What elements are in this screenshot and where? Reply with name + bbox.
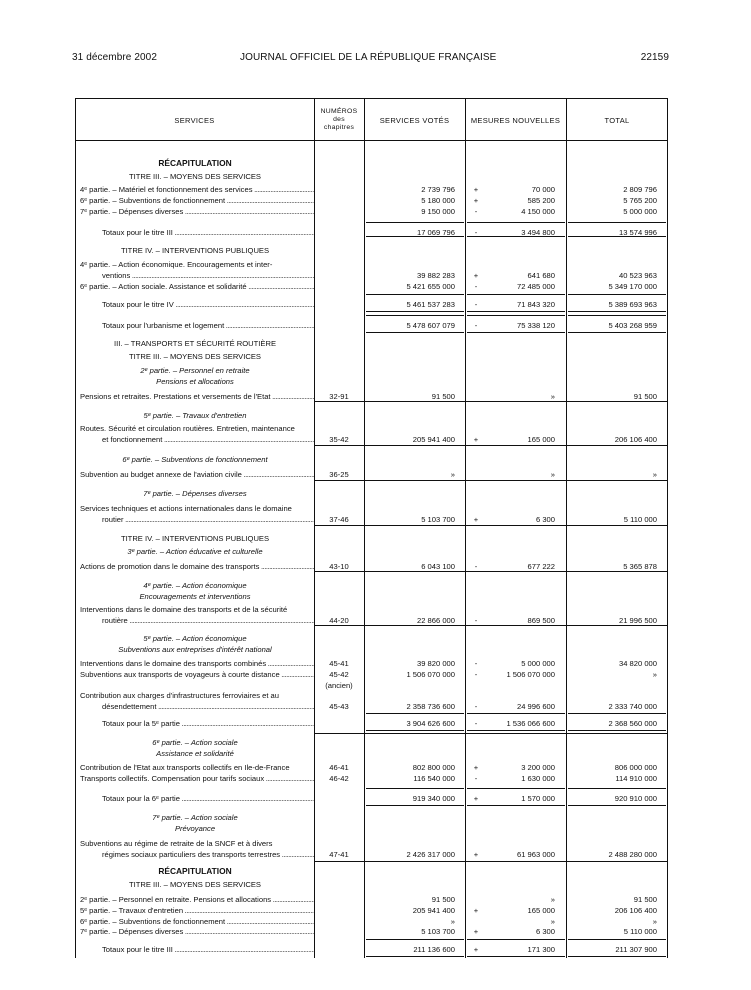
column-header-new-measures: MESURES NOUVELLES xyxy=(470,116,561,125)
row-label: 6ᵉ partie. – Subventions de fonctionnement xyxy=(122,455,268,464)
chapter-number: 44-20 xyxy=(329,616,349,625)
services-voted-value: 205 941 400 xyxy=(412,906,455,915)
services-voted-value: 91 500 xyxy=(431,895,455,904)
new-measures-value: 75 338 120 xyxy=(516,321,555,330)
new-measures-value: » xyxy=(550,895,555,904)
table-rule xyxy=(467,294,565,295)
new-measures-value: 585 200 xyxy=(527,196,555,205)
services-voted-value: 2 358 736 600 xyxy=(406,702,455,711)
new-measures-value: 3 200 000 xyxy=(521,763,555,772)
total-value: 5 110 000 xyxy=(623,927,657,936)
row-label: routier ..... xyxy=(80,514,315,525)
services-voted-value: 5 478 607 079 xyxy=(406,321,455,330)
total-value: 206 106 400 xyxy=(614,435,657,444)
row-label: Subventions aux entreprises d'intérêt national xyxy=(118,645,272,654)
table-rule xyxy=(366,294,464,295)
services-voted-value: 1 506 070 000 xyxy=(406,670,455,679)
row-label: TITRE III. – MOYENS DES SERVICES xyxy=(129,172,261,181)
row-label: 5ᵉ partie. – Travaux d'entretien ..... xyxy=(80,905,315,916)
table-rule xyxy=(568,315,666,316)
row-label: 7ᵉ partie. – Dépenses diverses xyxy=(143,489,247,498)
row-label: Totaux pour le titre IV ..... xyxy=(80,299,315,310)
table-rule xyxy=(366,236,464,237)
measure-sign: + xyxy=(473,763,479,772)
row-label: Totaux pour la 5ᵉ partie ..... xyxy=(80,718,315,729)
table-rule xyxy=(467,311,565,312)
new-measures-value: 61 963 000 xyxy=(516,850,555,859)
table-rule xyxy=(366,939,464,940)
row-label: Prévoyance xyxy=(174,824,216,833)
services-voted-value: 116 540 000 xyxy=(413,774,455,783)
table-rule xyxy=(314,571,668,572)
row-label: Pensions et retraites. Prestations et versements de l'Etat ..... xyxy=(80,391,315,402)
table-rule xyxy=(314,733,668,734)
table-rule xyxy=(467,956,565,957)
measure-sign: - xyxy=(474,228,478,237)
services-voted-value: 22 866 000 xyxy=(416,616,455,625)
column-header-services: SERVICES xyxy=(174,116,215,125)
row-label: Assistance et solidarité xyxy=(156,749,234,758)
new-measures-value: 165 000 xyxy=(527,435,555,444)
measure-sign: + xyxy=(473,794,479,803)
services-voted-value: 6 043 100 xyxy=(421,562,455,571)
measure-sign: - xyxy=(474,321,478,330)
table-rule xyxy=(467,788,565,789)
table-rule xyxy=(568,294,666,295)
measure-sign: - xyxy=(474,282,478,291)
new-measures-value: 6 300 xyxy=(535,927,555,936)
row-label: 4ᵉ partie. – Action économique. Encouragements et inter- xyxy=(80,260,273,269)
new-measures-value: 1 570 000 xyxy=(521,794,555,803)
new-measures-value: 171 300 xyxy=(527,945,555,954)
total-value: 2 488 280 000 xyxy=(608,850,657,859)
row-label: 4ᵉ partie. – Action économique xyxy=(143,581,247,590)
row-label: 7ᵉ partie. – Dépenses diverses ..... xyxy=(80,926,315,937)
row-label: Contribution aux charges d'infrastructures ferroviaires et au xyxy=(80,691,279,700)
row-label: régimes sociaux particuliers des transports terrestres ..... xyxy=(80,849,315,860)
measure-sign: + xyxy=(473,271,479,280)
table-rule xyxy=(568,236,666,237)
total-value: 5 349 170 000 xyxy=(608,282,657,291)
column-header-chapters: NUMÉROS des chapitres xyxy=(320,108,358,131)
total-value: 5 389 693 963 xyxy=(608,300,657,309)
total-value: 91 500 xyxy=(633,895,657,904)
total-value: 211 307 900 xyxy=(615,945,657,954)
row-label: 6ᵉ partie. – Subventions de fonctionnement ..... xyxy=(80,195,315,206)
table-rule xyxy=(467,805,565,806)
row-label: 7ᵉ partie. – Dépenses diverses ..... xyxy=(80,206,315,217)
new-measures-value: » xyxy=(550,392,555,401)
page-number: 22159 xyxy=(640,52,669,63)
services-voted-value: 39 820 000 xyxy=(416,659,455,668)
total-value: 5 110 000 xyxy=(623,515,657,524)
total-value: 806 000 000 xyxy=(614,763,657,772)
row-label: RÉCAPITULATION xyxy=(158,158,232,168)
new-measures-value: 3 494 800 xyxy=(521,228,555,237)
services-voted-value: 211 136 600 xyxy=(413,945,455,954)
total-value: 2 333 740 000 xyxy=(608,702,657,711)
row-label: 5ᵉ partie. – Action économique xyxy=(143,634,247,643)
total-value: 5 000 000 xyxy=(623,207,657,216)
table-rule xyxy=(568,713,666,714)
new-measures-value: 869 500 xyxy=(527,616,555,625)
row-label: TITRE IV. – INTERVENTIONS PUBLIQUES xyxy=(120,534,270,543)
row-label: Subvention au budget annexe de l'aviation civile ..... xyxy=(80,469,315,480)
table-rule xyxy=(568,939,666,940)
measure-sign: - xyxy=(474,719,478,728)
row-label: Totaux pour le titre III ..... xyxy=(80,944,315,955)
row-label: 7ᵉ partie. – Action sociale xyxy=(152,813,238,822)
table-rule xyxy=(366,788,464,789)
chapter-number: 46-42 xyxy=(329,774,349,783)
chapter-number: 35-42 xyxy=(329,435,349,444)
new-measures-value: 677 222 xyxy=(527,562,555,571)
measure-sign: + xyxy=(473,906,479,915)
measure-sign: + xyxy=(473,196,479,205)
services-voted-value: 39 882 283 xyxy=(416,271,455,280)
total-value: 920 910 000 xyxy=(614,794,657,803)
services-voted-value: » xyxy=(450,917,455,926)
row-label: Services techniques et actions internationales dans le domaine xyxy=(80,504,292,513)
services-voted-value: 5 103 700 xyxy=(421,515,455,524)
table-rule xyxy=(568,956,666,957)
table-rule xyxy=(568,730,666,731)
new-measures-value: 72 485 000 xyxy=(516,282,555,291)
services-voted-value: 5 103 700 xyxy=(421,927,455,936)
total-value: 13 574 996 xyxy=(618,228,657,237)
total-value: » xyxy=(652,917,657,926)
services-voted-value: 9 150 000 xyxy=(421,207,455,216)
chapter-number: 32-91 xyxy=(329,392,349,401)
row-label: 6ᵉ partie. – Action sociale xyxy=(152,738,238,747)
measure-sign: + xyxy=(473,945,479,954)
new-measures-value: 70 000 xyxy=(531,185,555,194)
row-label: Actions de promotion dans le domaine des transports ..... xyxy=(80,561,315,572)
table-rule xyxy=(568,311,666,312)
new-measures-value: 6 300 xyxy=(535,515,555,524)
new-measures-value: 71 843 320 xyxy=(516,300,555,309)
measure-sign: - xyxy=(474,300,478,309)
new-measures-value: 641 680 xyxy=(527,271,555,280)
chapter-number: 45-42 xyxy=(329,670,349,679)
row-label: Encouragements et interventions xyxy=(139,592,251,601)
table-rule xyxy=(568,332,666,333)
chapter-number: 45-43 xyxy=(329,702,349,711)
table-rule xyxy=(467,315,565,316)
table-rule xyxy=(467,939,565,940)
new-measures-value: 1 536 066 600 xyxy=(506,719,555,728)
total-value: 5 765 200 xyxy=(623,196,657,205)
services-voted-value: 2 426 317 000 xyxy=(406,850,455,859)
table-rule xyxy=(366,332,464,333)
services-voted-value: 91 500 xyxy=(431,392,455,401)
total-value: 114 910 000 xyxy=(615,774,657,783)
total-value: 34 820 000 xyxy=(618,659,657,668)
measure-sign: - xyxy=(474,616,478,625)
table-rule xyxy=(467,222,565,223)
new-measures-value: 1 506 070 000 xyxy=(506,670,555,679)
table-rule xyxy=(366,222,464,223)
measure-sign: - xyxy=(474,774,478,783)
row-label: Transports collectifs. Compensation pour tarifs sociaux ..... xyxy=(80,773,315,784)
row-label: TITRE III. – MOYENS DES SERVICES xyxy=(129,880,261,889)
measure-sign: + xyxy=(473,850,479,859)
new-measures-value: » xyxy=(550,470,555,479)
chapter-number: 36-25 xyxy=(329,470,349,479)
row-label: TITRE III. – MOYENS DES SERVICES xyxy=(129,352,261,361)
services-voted-value: 919 340 000 xyxy=(412,794,455,803)
row-label: Routes. Sécurité et circulation routières. Entretien, maintenance xyxy=(80,424,295,433)
table-rule xyxy=(314,861,668,862)
row-label: et fonctionnement ..... xyxy=(80,434,315,445)
total-value: 206 106 400 xyxy=(614,906,657,915)
row-label: 3ᵉ partie. – Action éducative et culturelle xyxy=(127,547,263,556)
row-label: Interventions dans le domaine des transports et de la sécurité xyxy=(80,605,288,614)
total-value: 91 500 xyxy=(633,392,657,401)
new-measures-value: 5 000 000 xyxy=(521,659,555,668)
services-voted-value: 3 904 626 600 xyxy=(406,719,455,728)
measure-sign: + xyxy=(473,435,479,444)
row-label: Contribution de l'Etat aux transports collectifs en Ile-de-France xyxy=(80,763,290,772)
table-rule xyxy=(568,805,666,806)
new-measures-value: 24 996 600 xyxy=(516,702,555,711)
row-label: désendettement ..... xyxy=(80,701,315,712)
row-label: 6ᵉ partie. – Action sociale. Assistance et solidarité ..... xyxy=(80,281,315,292)
table-rule xyxy=(568,222,666,223)
row-label: Subventions aux transports de voyageurs à courte distance ..... xyxy=(80,669,315,680)
services-voted-value: 5 421 655 000 xyxy=(406,282,455,291)
services-voted-value: 17 069 796 xyxy=(416,228,455,237)
total-value: 40 523 963 xyxy=(618,271,657,280)
measure-sign: - xyxy=(474,670,478,679)
total-value: 5 403 268 959 xyxy=(608,321,657,330)
row-label: Pensions et allocations xyxy=(156,377,234,386)
new-measures-value: 1 630 000 xyxy=(521,774,555,783)
row-label: 5ᵉ partie. – Travaux d'entretien xyxy=(143,411,247,420)
measure-sign: + xyxy=(473,185,479,194)
row-label: routière ..... xyxy=(80,615,315,626)
journal-title: JOURNAL OFFICIEL DE LA RÉPUBLIQUE FRANÇAISE xyxy=(240,52,497,63)
new-measures-value: » xyxy=(550,917,555,926)
column-header-total: TOTAL xyxy=(604,116,630,125)
total-value: 2 368 560 000 xyxy=(608,719,657,728)
row-label: 2ᵉ partie. – Personnel en retraite xyxy=(140,366,250,375)
row-label: 4ᵉ partie. – Matériel et fonctionnement des services ..... xyxy=(80,184,315,195)
services-voted-value: 802 800 000 xyxy=(412,763,455,772)
row-label: Interventions dans le domaine des transports combinés ..... xyxy=(80,658,315,669)
row-label: Totaux pour l'urbanisme et logement ..... xyxy=(80,320,315,331)
table-rule xyxy=(467,332,565,333)
row-label: 6ᵉ partie. – Subventions de fonctionnement ..... xyxy=(80,916,315,927)
total-value: 2 809 796 xyxy=(623,185,657,194)
services-voted-value: 5 461 537 283 xyxy=(406,300,455,309)
services-voted-value: 205 941 400 xyxy=(412,435,455,444)
row-label: 2ᵉ partie. – Personnel en retraite. Pensions et allocations ..... xyxy=(80,894,315,905)
new-measures-value: 165 000 xyxy=(527,906,555,915)
total-value: 21 996 500 xyxy=(618,616,657,625)
row-label: RÉCAPITULATION xyxy=(158,866,232,876)
row-label: Totaux pour le titre III ..... xyxy=(80,227,315,238)
chapter-number: (ancien) xyxy=(325,681,353,690)
chapter-number: 46-41 xyxy=(329,763,349,772)
measure-sign: - xyxy=(474,659,478,668)
chapter-number: 47-41 xyxy=(329,850,349,859)
table-rule xyxy=(314,525,668,526)
chapter-number: 45-41 xyxy=(329,659,349,668)
table-rule xyxy=(366,805,464,806)
measure-sign: - xyxy=(474,207,478,216)
total-value: 5 365 878 xyxy=(623,562,657,571)
new-measures-value: 4 150 000 xyxy=(521,207,555,216)
table-rule xyxy=(314,445,668,446)
row-label: III. – TRANSPORTS ET SÉCURITÉ ROUTIÈRE xyxy=(113,339,277,348)
table-rule xyxy=(314,625,668,626)
row-label: Subventions au régime de retraite de la SNCF et à divers xyxy=(80,839,273,848)
chapter-number: 37-46 xyxy=(329,515,349,524)
row-label: TITRE IV. – INTERVENTIONS PUBLIQUES xyxy=(120,246,270,255)
table-rule xyxy=(314,401,668,402)
total-value: » xyxy=(652,470,657,479)
services-voted-value: 5 180 000 xyxy=(421,196,455,205)
row-label: ventions ..... xyxy=(80,270,315,281)
row-label: Totaux pour la 6ᵉ partie ..... xyxy=(80,793,315,804)
services-voted-value: 2 739 796 xyxy=(421,185,455,194)
page-date: 31 décembre 2002 xyxy=(72,52,157,63)
table-rule xyxy=(366,956,464,957)
table-rule xyxy=(314,480,668,481)
measure-sign: - xyxy=(474,702,478,711)
table-rule xyxy=(568,788,666,789)
total-value: » xyxy=(652,670,657,679)
measure-sign: + xyxy=(473,927,479,936)
chapter-number: 43-10 xyxy=(329,562,349,571)
column-header-voted: SERVICES VOTÉS xyxy=(379,116,450,125)
table-rule xyxy=(366,713,464,714)
table-rule xyxy=(467,713,565,714)
table-rule xyxy=(366,311,464,312)
measure-sign: - xyxy=(474,562,478,571)
table-rule xyxy=(366,315,464,316)
table-rule xyxy=(467,730,565,731)
measure-sign: + xyxy=(473,515,479,524)
services-voted-value: » xyxy=(450,470,455,479)
table-rule xyxy=(366,730,464,731)
table-rule xyxy=(467,236,565,237)
